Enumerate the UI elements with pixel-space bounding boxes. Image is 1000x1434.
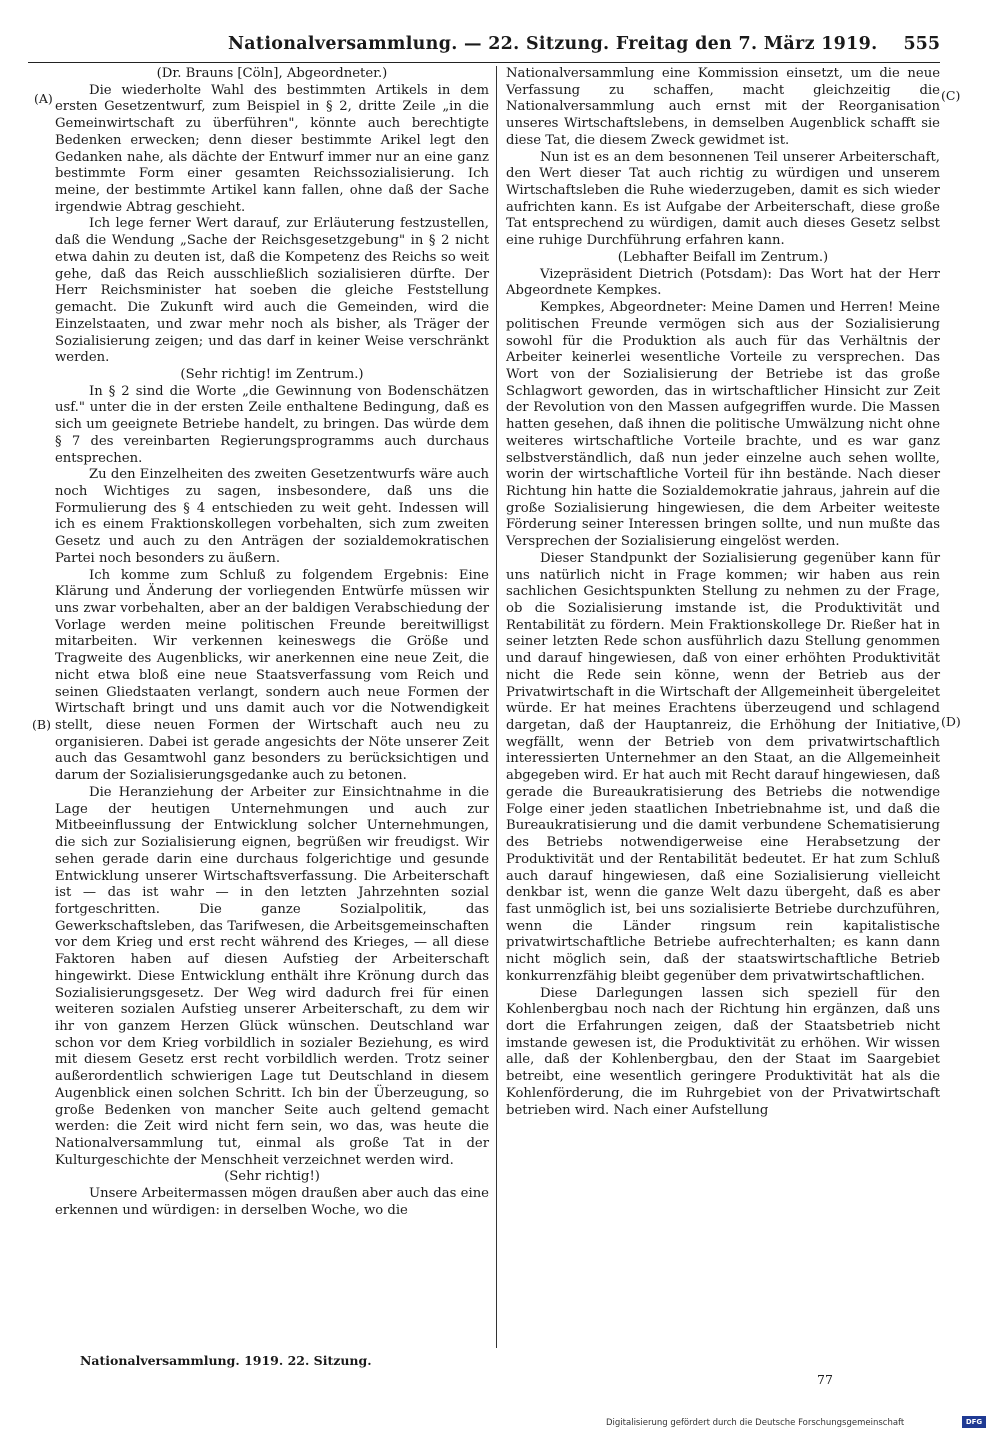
- paragraph: Die Heranziehung der Arbeiter zur Einsichtnahme in die Lage der heutigen Unternehmungen und auch zur Mitbeeinflussung der Entwicklung solcher Unternehmungen, die sich zur Sozialisierung eignen, begrüßen wir freudigst. Wir sehen gerade darin eine durchaus folgerichtige und gesunde Entwicklung unserer Wirtschaftsverfassung. Die Arbeiterschaft ist — das ist wahr — in den letzten Jahrzehnten sozial fortgeschritten. Die ganze Sozialpolitik, das Gewerkschaftsleben, das Tarifwesen, die Arbeitsgemeinschaften vor dem Krieg und erst recht während des Krieges, — all diese Faktoren haben auf diesen Aufstieg der Arbeiterschaft hingewirkt. Diese Entwicklung enthält ihre Krönung durch das Sozialisierungsgesetz. Der Weg wird dadurch frei für einen weiteren sozialen Aufstieg unserer Arbeiterschaft, zu dem wir ihr von ganzem Herzen Glück wünschen. Deutschland war schon vor dem Krieg vorbildlich in sozialer Beziehung, es wird mit diesem Gesetz erst recht vorbildlich werden. Trotz seiner außerordentlich schwierigen Lage tut Deutschland in diesem Augenblick einen solchen Schritt. Ich bin der Überzeugung, so große Bedenken von mancher Seite auch geltend gemacht werden: die Zeit wird nicht fern sein, wo das, was heute die Nationalversammlung tut, einmal als große Tat in der Kulturgeschichte der Menschheit verzeichnet werden wird.: [55, 784, 489, 1168]
- interjection: (Sehr richtig! im Zentrum.): [180, 366, 364, 382]
- paragraph: Dieser Standpunkt der Sozialisierung gegenüber kann für uns natürlich nicht in Frage kommen; wir haben aus rein sachlichen Gesichtspunkten Stellung zu nehmen zu der Frage, ob die Sozialisierung imstande ist, die Produktivität und Rentabilität zu fördern. Mein Fraktionskollege Dr. Rießer hat in seiner letzten Rede schon ausführlich dazu Stellung genommen und darauf hingewiesen, daß von einer erhöhten Produktivität nicht die Rede sein könne, wenn der Betrieb aus der Privatwirtschaft in die Wirtschaft der Allgemeinheit übergeleitet würde. Er hat meines Erachtens überzeugend und schlagend dargetan, daß der Hauptanreiz, die Erhöhung der Initiative, wegfällt, wenn der Betrieb von dem privatwirtschaftlich interessierten Unternehmer an den Staat, an die Allgemeinheit abgegeben wird. Er hat auch mit Recht darauf hingewiesen, daß gerade die Bureaukratisierung des Betriebs die notwendige Folge einer jeden staatlichen Inbetriebnahme ist, und daß die Bureaukratisierung und die damit verbundene Schematisierung des Betriebs notwendigerweise eine Herabsetzung der Produktivität und der Rentabilität bedeutet. Er hat zum Schluß auch darauf hingewiesen, daß eine Sozialisierung vielleicht denkbar ist, wenn die ganze Welt dazu übergeht, daß es aber fast unmöglich ist, bei uns sozialisierte Betriebe durchzuführen, wenn die Länder ringsum rein kapitalistische privatwirtschaftliche Betriebe aufrechterhalten; es kann dann nicht möglich sein, daß der staatswirtschaftliche Betrieb konkurrenzfähig bleibt gegenüber dem privatwirtschaftlichen.: [506, 550, 940, 984]
- paragraph: Nun ist es an dem besonnenen Teil unserer Arbeiterschaft, den Wert dieser Tat auch richtig zu würdigen und unserem Wirtschaftsleben die Ruhe wiederzugeben, damit es sich wieder aufrichten kann. Es ist Aufgabe der Arbeiterschaft, diese große Tat entsprechend zu würdigen, damit auch dieses Gesetz selbst eine ruhige Durchführung erfahren kann.: [506, 149, 940, 249]
- paragraph: Unsere Arbeitermassen mögen draußen aber auch das eine erkennen und würdigen: in derselben Woche, wo die: [55, 1186, 489, 1218]
- interjection: (Lebhafter Beifall im Zentrum.): [617, 249, 829, 265]
- speaker-note: (Dr. Brauns [Cöln], Abgeordneter.): [156, 66, 388, 81]
- page-header: [28, 32, 940, 63]
- footer-signature: Nationalversammlung. 1919. 22. Sitzung.: [80, 1353, 372, 1368]
- margin-marker-a: (A): [34, 91, 53, 106]
- paragraph: Ich lege ferner Wert darauf, zur Erläuterung festzustellen, daß die Wendung „Sache der Reichsgesetzgebung" in § 2 nicht etwa dahin zu deuten ist, daß die Kompetenz des Reichs so weit gehe, daß das Reich ausschließlich sozialisieren dürfte. Der Herr Reichsminister hat soeben die gleiche Feststellung gemacht. Die Zukunft wird auch die Gemeinden, wird die Einzelstaaten, und zwar mehr noch als bisher, als Träger der Sozialisierung zeigen; und das darf in keiner Weise verschränkt werden.: [55, 216, 489, 366]
- paragraph: Die wiederholte Wahl des bestimmten Artikels in dem ersten Gesetzentwurf, zum Beispiel in § 2, dritte Zeile „in die Gemeinwirtschaft zu überführen", könnte auch berechtigte Bedenken erwecken; denn dieser bestimmte Arikel legt den Gedanken nahe, als dächte der Entwurf immer nur an eine ganz bestimmte Form einer gesamten Reichssozialisierung. Ich meine, der bestimmte Artikel kann fallen, ohne daß der Sache irgendwie Abtrag geschieht.: [55, 82, 489, 215]
- column-divider: [496, 66, 497, 1348]
- margin-marker-d: (D): [941, 714, 961, 729]
- running-title: Nationalversammlung. — 22. Sitzung. Freitag den 7. März 1919.: [228, 34, 878, 54]
- margin-marker-c: (C): [941, 88, 961, 103]
- page-number: 555: [903, 34, 940, 54]
- right-column: [506, 66, 940, 1119]
- paragraph: Zu den Einzelheiten des zweiten Gesetzentwurfs wäre auch noch Wichtiges zu sagen, insbesondere, daß uns die Formulierung des § 4 entschieden zu weit geht. Indessen will ich es einem Fraktionskollegen vorbehalten, sich zum zweiten Gesetz und auch zu den Anträgen der sozialdemokratischen Partei noch besonders zu äußern.: [55, 467, 490, 566]
- dfg-logo-icon: DFG: [962, 1416, 986, 1428]
- paragraph: Ich komme zum Schluß zu folgendem Ergebnis: Eine Klärung und Änderung der vorliegenden Entwürfe müssen wir uns zwar vorbehalten, aber an der baldigen Verabschiedung der Vorlage werden meine politischen Freunde bereitwilligst mitarbeiten. Wir verkennen keineswegs die Größe und Tragweite des Augenblicks, wir anerkennen eine neue Zeit, die nicht etwa bloß eine neue Staatsverfassung vom Reich und seinen Gliedstaaten verlangt, sondern auch neue Formen der Wirtschaft bringt und uns damit auch vor die Notwendigkeit stellt, diese neuen Formen der Wirtschaft auch neu zu organisieren. Dabei ist gerade angesichts der Nöte unserer Zeit auch das Gesamtwohl ganz besonders zu berücksichtigen und darum der Sozialisierungsgedanke auch zu betonen.: [55, 567, 489, 784]
- paragraph: In § 2 sind die Worte „die Gewinnung von Bodenschätzen usf." unter die in der ersten Zeile enthaltene Bedingung, daß es sich um geeignete Betriebe handelt, zu bringen. Das würde dem § 7 des vereinbarten Regierungsprogramms auch durchaus entsprechen.: [55, 383, 489, 466]
- paragraph: Diese Darlegungen lassen sich speziell für den Kohlenbergbau noch nach der Richtung hin ergänzen, daß uns dort die Erfahrungen zeigen, daß der Staatsbetrieb nicht imstande gewesen ist, die Produktivität zu erhöhen. Wir wissen alle, daß der Kohlenbergbau, den der Staat im Saargebiet betreibt, eine wesentlich geringere Produktivität hat als die Kohlenförderung, die im Ruhrgebiet von der Privatwirtschaft betrieben wird. Nach einer Aufstellung: [506, 985, 940, 1118]
- paragraph: Vizepräsident Dietrich (Potsdam): Das Wort hat der Herr Abgeordnete Kempkes.: [506, 266, 940, 299]
- digitization-credit: Digitalisierung gefördert durch die Deutsche Forschungsgemeinschaft: [606, 1418, 905, 1428]
- margin-marker-b: (B): [32, 717, 51, 732]
- interjection: (Sehr richtig!): [224, 1169, 320, 1185]
- paragraph: Kempkes, Abgeordneter: Meine Damen und Herren! Meine politischen Freunde vermögen sich aus der Sozialisierung sowohl für die Produktion als auch für das Verhältnis der Arbeiter keinerlei wesentliche Vorteile zu versprechen. Das Wort von der Sozialisierung der Betriebe ist das große Schlagwort geworden, das in wirtschaftlicher Hinsicht zur Zeit der Revolution von den Massen aufgegriffen wurde. Die Massen hatten gesehen, daß ihnen die politische Umwälzung nicht ohne weiteres wirtschaftliche Vorteile brachte, und es war ganz selbstverständlich, daß nun jeder einzelne auch sehen wollte, worin der wirtschaftliche Vorteil für ihn bestände. Nach dieser Richtung hin hatte die Sozialdemokratie jahraus, jahrein auf die große Sozialisierung hingewiesen, die dem Arbeiter weiteste Förderung seiner Interessen bringen sollte, und nun mußte das Versprechen der Sozialisierung eingelöst werden.: [506, 300, 940, 550]
- sheet-number: 77: [817, 1372, 833, 1387]
- paragraph: Nationalversammlung eine Kommission einsetzt, um die neue Verfassung zu schaffen, macht gleichzeitig die Nationalversammlung auch ernst mit der Reorganisation unseres Wirtschaftslebens, in demselben Augenblick schafft sie diese Tat, die diesem Zweck gewidmet ist.: [506, 66, 940, 148]
- left-column: [55, 66, 489, 1220]
